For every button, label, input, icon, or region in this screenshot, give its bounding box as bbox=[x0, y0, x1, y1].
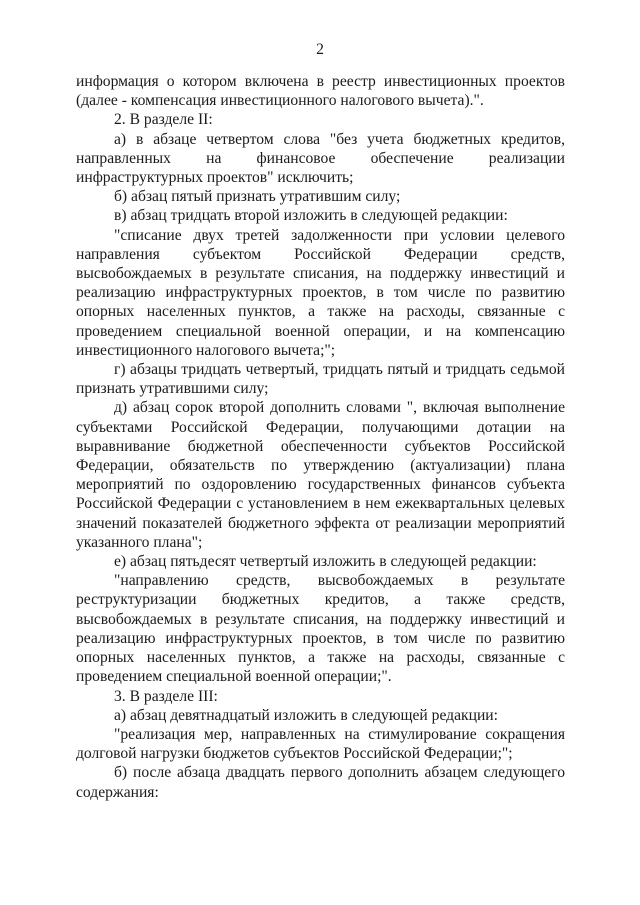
paragraph: 2. В разделе II: bbox=[114, 111, 213, 129]
paragraph: е) абзац пятьдесят четвертый изложить в следующей редакции: bbox=[114, 553, 537, 571]
paragraph: информация о котором включена в реестр инвестиционных проектов (далее - компенсация инвестиционного налогового вычета).". bbox=[76, 73, 565, 110]
paragraph: в) абзац тридцать второй изложить в следующей редакции: bbox=[114, 207, 508, 225]
paragraph: "списание двух третей задолженности при условии целевого направления субъектом Российской Федерации средств, высвобождаемых в результате списания, на поддержку инвестиций и реализацию инфраструктурных проектов, в том числе по развитию опорных населенных пунктов, а также на расходы, связанные с проведением специальной военной операции, и на компенсацию инвестиционного налогового вычета;"; bbox=[76, 226, 565, 359]
paragraph: б) после абзаца двадцать первого дополнить абзацем следующего содержания: bbox=[76, 764, 565, 801]
paragraph: "реализация мер, направленных на стимулирование сокращения долговой нагрузки бюджетов субъектов Российской Федерации;"; bbox=[76, 725, 565, 763]
paragraph: а) в абзаце четвертом слова "без учета бюджетных кредитов, направленных на финансовое обеспечение реализации инфраструктурных проектов" исключить; bbox=[76, 130, 565, 187]
paragraph: д) абзац сорок второй дополнить словами ", включая выполнение субъектами Российской Федерации, получающими дотации на выравнивание бюджетной обеспеченности субъектов Российской Федерации, обязательств по утверждению (актуализации) плана мероприятий по оздоровлению государственных финансов субъекта Российской Федерации с установлением в нем ежеквартальных целевых значений показателей бюджетного эффекта от реализации мероприятий указанного плана"; bbox=[76, 399, 565, 551]
paragraph: 3. В разделе III: bbox=[114, 687, 218, 705]
paragraph: а) абзац девятнадцатый изложить в следующей редакции: bbox=[114, 706, 498, 724]
page-number: 2 bbox=[316, 41, 324, 58]
paragraph: б) абзац пятый признать утратившим силу; bbox=[114, 188, 401, 206]
paragraph: "направлению средств, высвобождаемых в результате реструктуризации бюджетных кредитов, а также средств, высвобождаемых в результате списания, на поддержку инвестиций и реализацию инфраструктурных проектов, в том числе по развитию опорных населенных пунктов, а также на расходы, связанные с проведением специальной военной операции;". bbox=[76, 572, 565, 686]
paragraph: г) абзацы тридцать четвертый, тридцать пятый и тридцать седьмой признать утратившими силу; bbox=[76, 361, 565, 398]
document-body bbox=[76, 72, 565, 802]
